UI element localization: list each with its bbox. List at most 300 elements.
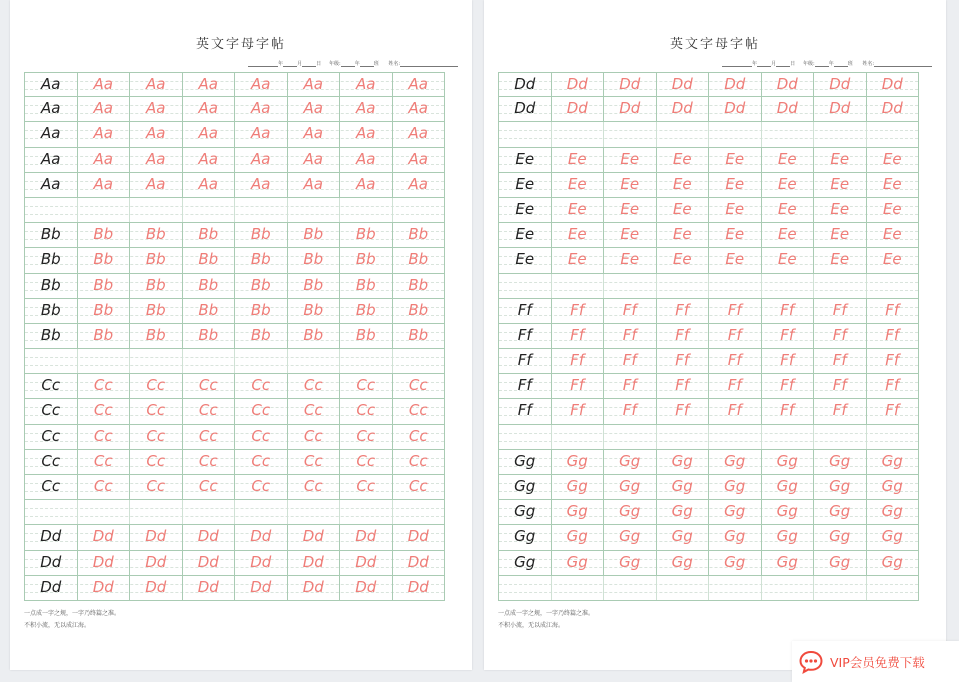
practice-row	[498, 399, 919, 424]
trace-letter-cell: Aa	[182, 73, 235, 96]
trace-letter-cell: Gg	[813, 551, 866, 575]
model-letter-cell: Bb	[40, 300, 61, 319]
model-letter-cell: Aa	[41, 99, 61, 118]
trace-letter-cell: Dd	[129, 551, 182, 575]
grade-label: 年级:	[329, 61, 341, 67]
trace-letter-cell: Dd	[182, 525, 235, 549]
trace-letter-cell	[708, 425, 761, 449]
trace-letter-cell: Dd	[287, 576, 340, 600]
practice-row	[24, 274, 445, 299]
trace-letter-cell: Bb	[182, 274, 235, 298]
model-letter-cell: Aa	[41, 75, 61, 93]
trace-letter-cell: Cc	[287, 374, 340, 398]
practice-row	[24, 324, 445, 349]
trace-letter-cell: Cc	[287, 399, 340, 423]
trace-letter-cell: Aa	[182, 122, 235, 146]
page-title: 英文字母字帖	[195, 37, 286, 52]
model-letter-cell: Aa	[41, 124, 61, 143]
practice-row	[498, 248, 919, 273]
practice-row	[498, 97, 919, 122]
practice-row	[498, 223, 919, 248]
trace-letter-cell: Gg	[866, 475, 919, 499]
trace-letter-cell: Gg	[603, 525, 656, 549]
model-letter-cell: Cc	[41, 376, 61, 395]
trace-letter-cell: Dd	[761, 97, 814, 121]
trace-letter-cell: Bb	[392, 223, 445, 247]
practice-row	[498, 374, 919, 399]
model-letter-cell	[499, 274, 551, 298]
model-letter-cell: Dd	[40, 577, 62, 596]
model-letter-cell	[25, 349, 77, 373]
trace-letter-cell: Bb	[182, 248, 235, 272]
trace-letter-cell: Ff	[866, 324, 919, 348]
trace-letter-cell: Dd	[339, 576, 392, 600]
trace-letter-cell	[551, 274, 604, 298]
trace-letter-cell: Ff	[603, 399, 656, 423]
trace-letter-cell: Aa	[129, 73, 182, 96]
trace-letter-cell: Aa	[234, 97, 287, 121]
model-letter-cell: Dd	[40, 552, 62, 571]
model-letter-cell: Cc	[41, 401, 61, 420]
trace-letter-cell: Aa	[339, 173, 392, 197]
trace-letter-cell: Cc	[77, 399, 130, 423]
worksheet-page-2	[484, 0, 946, 670]
trace-letter-cell	[708, 576, 761, 600]
blank-row	[498, 576, 919, 601]
trace-letter-cell: Aa	[234, 148, 287, 172]
practice-row	[498, 299, 919, 324]
trace-letter-cell: Gg	[708, 525, 761, 549]
trace-letter-cell: Bb	[77, 274, 130, 298]
trace-letter-cell: Ee	[656, 223, 709, 247]
trace-letter-cell: Dd	[129, 576, 182, 600]
trace-letter-cell: Bb	[234, 223, 287, 247]
trace-letter-cell: Aa	[234, 122, 287, 146]
trace-letter-cell: Bb	[339, 223, 392, 247]
trace-letter-cell: Ee	[761, 173, 814, 197]
trace-letter-cell: Ff	[813, 299, 866, 323]
model-letter-cell: Ee	[515, 199, 535, 218]
trace-letter-cell: Gg	[603, 450, 656, 474]
model-letter-cell: Gg	[514, 552, 536, 571]
model-letter-cell: Gg	[514, 527, 536, 546]
trace-letter-cell: Cc	[77, 450, 130, 474]
model-letter-cell: Cc	[41, 426, 61, 445]
grade-year-label: 年	[354, 61, 360, 67]
practice-row	[24, 374, 445, 399]
trace-letter-cell: Ee	[551, 223, 604, 247]
trace-letter-cell: Bb	[392, 248, 445, 272]
practice-row	[498, 349, 919, 374]
trace-letter-cell	[77, 198, 130, 222]
trace-letter-cell: Ff	[761, 324, 814, 348]
trace-letter-cell: Dd	[182, 551, 235, 575]
trace-letter-cell: Gg	[761, 500, 814, 524]
practice-grid	[24, 72, 445, 601]
date-blank	[248, 61, 278, 67]
trace-letter-cell: Ff	[813, 349, 866, 373]
trace-letter-cell: Ff	[603, 324, 656, 348]
trace-letter-cell: Dd	[761, 73, 814, 96]
trace-letter-cell: Gg	[761, 475, 814, 499]
model-letter-cell: Gg	[514, 477, 536, 495]
trace-letter-cell: Aa	[129, 148, 182, 172]
trace-letter-cell: Bb	[287, 299, 340, 323]
trace-letter-cell: Gg	[708, 450, 761, 474]
trace-letter-cell: Dd	[234, 551, 287, 575]
trace-letter-cell: Bb	[234, 324, 287, 348]
trace-letter-cell	[656, 425, 709, 449]
trace-letter-cell: Dd	[129, 525, 182, 549]
practice-row	[498, 198, 919, 223]
model-letter-cell: Bb	[40, 275, 61, 294]
practice-row	[24, 399, 445, 424]
trace-letter-cell: Bb	[77, 299, 130, 323]
trace-letter-cell: Dd	[603, 73, 656, 96]
practice-grid	[498, 72, 919, 601]
trace-letter-cell: Gg	[551, 500, 604, 524]
footer-line: 不积小流，无以成江海。	[498, 622, 565, 629]
blank-row	[498, 274, 919, 299]
trace-letter-cell: Aa	[287, 148, 340, 172]
trace-letter-cell: Gg	[656, 500, 709, 524]
trace-letter-cell: Bb	[182, 223, 235, 247]
trace-letter-cell: Ff	[708, 374, 761, 398]
trace-letter-cell	[708, 274, 761, 298]
vip-badge-text: VIP会员免费下载	[830, 654, 925, 670]
trace-letter-cell: Bb	[129, 223, 182, 247]
trace-letter-cell: Dd	[603, 97, 656, 121]
trace-letter-cell: Gg	[551, 525, 604, 549]
trace-letter-cell: Ff	[708, 324, 761, 348]
practice-row	[24, 148, 445, 173]
trace-letter-cell: Aa	[77, 148, 130, 172]
trace-letter-cell: Aa	[129, 97, 182, 121]
trace-letter-cell	[551, 425, 604, 449]
trace-letter-cell: Ff	[603, 299, 656, 323]
day-blank	[302, 61, 316, 67]
trace-letter-cell: Ee	[708, 148, 761, 172]
trace-letter-cell: Ff	[866, 374, 919, 398]
model-letter-cell: Aa	[41, 174, 61, 193]
trace-letter-cell: Aa	[234, 73, 287, 96]
blank-row	[498, 425, 919, 450]
trace-letter-cell: Bb	[339, 248, 392, 272]
trace-letter-cell: Cc	[182, 425, 235, 449]
trace-letter-cell: Gg	[761, 450, 814, 474]
trace-letter-cell: Ee	[813, 173, 866, 197]
practice-row	[498, 525, 919, 550]
trace-letter-cell: Aa	[287, 122, 340, 146]
model-letter-cell: Cc	[41, 451, 61, 470]
trace-letter-cell: Bb	[287, 274, 340, 298]
practice-row	[24, 97, 445, 122]
trace-letter-cell: Ee	[813, 248, 866, 272]
trace-letter-cell: Ff	[551, 399, 604, 423]
trace-letter-cell	[234, 349, 287, 373]
trace-letter-cell: Cc	[392, 425, 445, 449]
trace-letter-cell: Dd	[77, 525, 130, 549]
name-blank	[400, 61, 458, 67]
practice-row	[498, 450, 919, 475]
trace-letter-cell: Gg	[708, 500, 761, 524]
trace-letter-cell: Cc	[234, 450, 287, 474]
trace-letter-cell: Ee	[708, 198, 761, 222]
trace-letter-cell	[603, 425, 656, 449]
trace-letter-cell	[551, 122, 604, 146]
trace-letter-cell: Gg	[656, 525, 709, 549]
trace-letter-cell	[866, 576, 919, 600]
trace-letter-cell: Ee	[761, 248, 814, 272]
trace-letter-cell: Ff	[813, 374, 866, 398]
trace-letter-cell	[182, 349, 235, 373]
model-letter-cell: Bb	[40, 325, 61, 344]
trace-letter-cell: Cc	[339, 399, 392, 423]
trace-letter-cell: Cc	[77, 374, 130, 398]
trace-letter-cell: Gg	[708, 551, 761, 575]
trace-letter-cell: Ff	[656, 399, 709, 423]
year-label: 年	[278, 61, 284, 67]
trace-letter-cell: Ee	[656, 173, 709, 197]
trace-letter-cell: Bb	[182, 324, 235, 348]
trace-letter-cell: Dd	[287, 525, 340, 549]
trace-letter-cell: Aa	[287, 173, 340, 197]
practice-row	[24, 450, 445, 475]
page-title: 英文字母字帖	[669, 37, 760, 52]
trace-letter-cell: Ee	[551, 173, 604, 197]
trace-letter-cell: Ee	[866, 173, 919, 197]
trace-letter-cell: Dd	[656, 73, 709, 96]
practice-row	[24, 425, 445, 450]
trace-letter-cell: Ee	[866, 223, 919, 247]
trace-letter-cell: Cc	[129, 399, 182, 423]
trace-letter-cell: Aa	[339, 148, 392, 172]
trace-letter-cell: Gg	[866, 450, 919, 474]
trace-letter-cell: Aa	[182, 148, 235, 172]
trace-letter-cell	[761, 425, 814, 449]
trace-letter-cell: Dd	[392, 576, 445, 600]
model-letter-cell	[25, 198, 77, 222]
trace-letter-cell: Ff	[761, 349, 814, 373]
practice-row	[24, 173, 445, 198]
model-letter-cell: Ff	[517, 351, 532, 370]
model-letter-cell: Gg	[514, 451, 536, 470]
model-letter-cell: Aa	[41, 149, 61, 168]
practice-row	[498, 500, 919, 525]
trace-letter-cell	[129, 349, 182, 373]
trace-letter-cell	[813, 576, 866, 600]
trace-letter-cell: Dd	[708, 97, 761, 121]
trace-letter-cell: Ff	[656, 349, 709, 373]
trace-letter-cell: Ff	[656, 374, 709, 398]
trace-letter-cell: Aa	[392, 148, 445, 172]
trace-letter-cell: Ff	[813, 324, 866, 348]
trace-letter-cell: Ff	[866, 299, 919, 323]
trace-letter-cell: Ee	[761, 223, 814, 247]
trace-letter-cell: Ee	[551, 198, 604, 222]
trace-letter-cell: Dd	[813, 73, 866, 96]
trace-letter-cell: Cc	[392, 475, 445, 499]
trace-letter-cell: Bb	[392, 299, 445, 323]
grade-year-label: 年	[828, 61, 834, 67]
trace-letter-cell: Gg	[551, 475, 604, 499]
trace-letter-cell	[603, 274, 656, 298]
trace-letter-cell	[182, 500, 235, 524]
trace-letter-cell: Ee	[603, 248, 656, 272]
info-line	[248, 60, 458, 67]
trace-letter-cell: Gg	[813, 475, 866, 499]
trace-letter-cell: Bb	[287, 324, 340, 348]
trace-letter-cell: Dd	[77, 551, 130, 575]
trace-letter-cell: Ee	[761, 198, 814, 222]
footer-line: 一点成一字之规，一字乃终篇之准。	[24, 610, 121, 617]
model-letter-cell: Gg	[514, 502, 536, 521]
practice-row	[498, 173, 919, 198]
trace-letter-cell: Cc	[392, 374, 445, 398]
practice-row	[498, 475, 919, 500]
trace-letter-cell: Cc	[392, 399, 445, 423]
model-letter-cell	[499, 576, 551, 600]
year-label: 年	[752, 61, 758, 67]
trace-letter-cell	[813, 274, 866, 298]
model-letter-cell: Bb	[40, 225, 61, 244]
class-label: 班	[373, 61, 379, 67]
grade-blank	[815, 61, 829, 67]
trace-letter-cell: Dd	[77, 576, 130, 600]
trace-letter-cell: Ff	[866, 349, 919, 373]
trace-letter-cell: Dd	[866, 73, 919, 96]
trace-letter-cell: Gg	[866, 525, 919, 549]
trace-letter-cell: Ff	[708, 399, 761, 423]
trace-letter-cell: Ee	[708, 223, 761, 247]
trace-letter-cell: Ee	[866, 148, 919, 172]
trace-letter-cell: Bb	[339, 274, 392, 298]
trace-letter-cell: Ff	[656, 299, 709, 323]
trace-letter-cell: Ee	[603, 148, 656, 172]
trace-letter-cell: Gg	[656, 551, 709, 575]
trace-letter-cell: Cc	[129, 450, 182, 474]
trace-letter-cell: Cc	[129, 475, 182, 499]
trace-letter-cell: Cc	[234, 399, 287, 423]
trace-letter-cell	[129, 198, 182, 222]
trace-letter-cell	[708, 122, 761, 146]
blank-row	[24, 198, 445, 223]
trace-letter-cell: Ff	[551, 349, 604, 373]
trace-letter-cell: Gg	[656, 475, 709, 499]
trace-letter-cell	[234, 500, 287, 524]
class-blank	[834, 61, 848, 67]
trace-letter-cell: Ee	[656, 198, 709, 222]
trace-letter-cell: Cc	[339, 425, 392, 449]
trace-letter-cell	[287, 349, 340, 373]
grade-label: 年级:	[803, 61, 815, 67]
trace-letter-cell	[656, 122, 709, 146]
trace-letter-cell: Cc	[129, 425, 182, 449]
trace-letter-cell: Aa	[77, 73, 130, 96]
practice-row	[24, 576, 445, 601]
trace-letter-cell: Dd	[234, 525, 287, 549]
trace-letter-cell: Gg	[551, 551, 604, 575]
day-label: 日	[790, 61, 796, 67]
model-letter-cell: Ee	[515, 149, 535, 168]
trace-letter-cell: Gg	[813, 450, 866, 474]
trace-letter-cell: Aa	[129, 122, 182, 146]
trace-letter-cell: Ee	[761, 148, 814, 172]
footer-quote	[24, 608, 120, 632]
trace-letter-cell: Ee	[813, 223, 866, 247]
model-letter-cell	[499, 425, 551, 449]
trace-letter-cell: Bb	[392, 274, 445, 298]
practice-row	[24, 248, 445, 273]
trace-letter-cell	[392, 500, 445, 524]
trace-letter-cell: Aa	[392, 173, 445, 197]
model-letter-cell: Ee	[515, 174, 535, 193]
trace-letter-cell: Bb	[234, 274, 287, 298]
practice-row	[24, 299, 445, 324]
trace-letter-cell: Dd	[551, 97, 604, 121]
trace-letter-cell	[551, 576, 604, 600]
practice-row	[498, 551, 919, 576]
trace-letter-cell: Ee	[603, 223, 656, 247]
trace-letter-cell: Aa	[339, 122, 392, 146]
info-line	[722, 60, 932, 67]
trace-letter-cell: Dd	[234, 576, 287, 600]
trace-letter-cell: Bb	[287, 223, 340, 247]
footer-quote	[498, 608, 594, 632]
trace-letter-cell: Bb	[129, 248, 182, 272]
trace-letter-cell: Ff	[551, 299, 604, 323]
trace-letter-cell	[339, 349, 392, 373]
model-letter-cell: Ff	[517, 376, 532, 395]
trace-letter-cell: Ee	[551, 248, 604, 272]
practice-row	[24, 475, 445, 500]
trace-letter-cell: Dd	[708, 73, 761, 96]
trace-letter-cell: Cc	[339, 475, 392, 499]
blank-row	[24, 500, 445, 525]
trace-letter-cell: Ff	[551, 374, 604, 398]
trace-letter-cell: Gg	[656, 450, 709, 474]
trace-letter-cell: Aa	[234, 173, 287, 197]
practice-row	[24, 551, 445, 576]
trace-letter-cell: Bb	[234, 248, 287, 272]
trace-letter-cell: Ee	[603, 173, 656, 197]
trace-letter-cell: Ee	[866, 248, 919, 272]
grade-blank	[341, 61, 355, 67]
trace-letter-cell	[761, 122, 814, 146]
trace-letter-cell: Dd	[813, 97, 866, 121]
trace-letter-cell: Aa	[77, 122, 130, 146]
trace-letter-cell: Ff	[761, 374, 814, 398]
trace-letter-cell	[656, 274, 709, 298]
practice-row	[24, 223, 445, 248]
trace-letter-cell: Cc	[182, 374, 235, 398]
trace-letter-cell: Bb	[77, 248, 130, 272]
trace-letter-cell: Ee	[866, 198, 919, 222]
trace-letter-cell	[234, 198, 287, 222]
trace-letter-cell: Ee	[603, 198, 656, 222]
trace-letter-cell	[77, 349, 130, 373]
trace-letter-cell: Bb	[392, 324, 445, 348]
trace-letter-cell: Ee	[813, 148, 866, 172]
model-letter-cell: Ee	[515, 225, 535, 244]
vip-download-badge[interactable]	[792, 641, 959, 682]
model-letter-cell: Ff	[517, 325, 532, 344]
practice-row	[498, 72, 919, 97]
model-letter-cell: Bb	[40, 250, 61, 269]
model-letter-cell	[25, 500, 77, 524]
trace-letter-cell: Dd	[182, 576, 235, 600]
trace-letter-cell: Aa	[129, 173, 182, 197]
